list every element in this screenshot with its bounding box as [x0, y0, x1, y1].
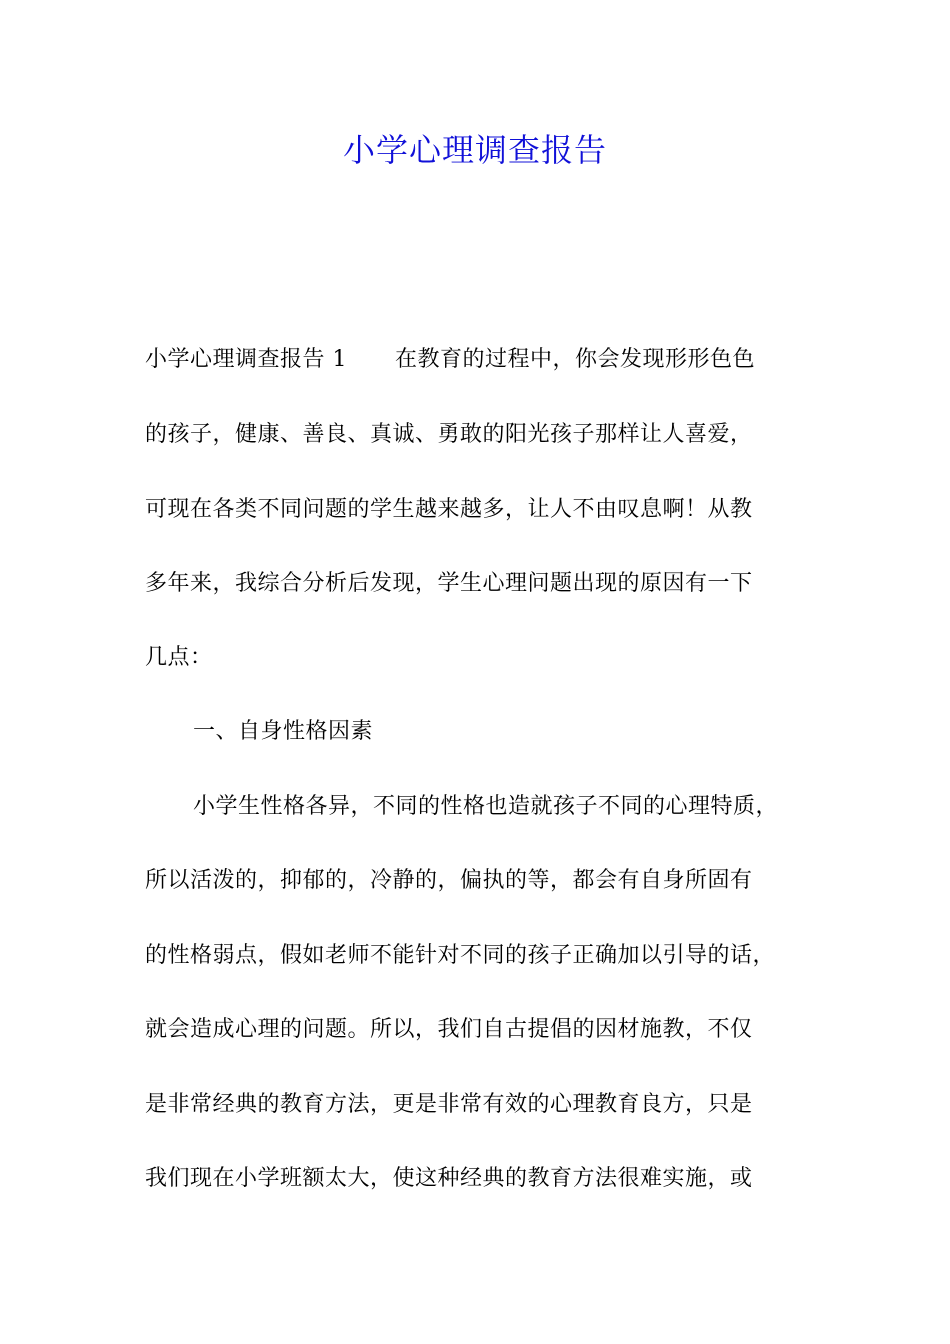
section-heading: 一、自身性格因素: [193, 719, 374, 744]
paragraph-line-10: 就会造成心理的问题。所以，我们自古提倡的因材施教，不仅: [145, 1017, 753, 1042]
paragraph-line-12: 我们现在小学班额太大，使这种经典的教育方法很难实施，或: [145, 1166, 753, 1191]
document-title: 小学心理调查报告: [342, 131, 607, 169]
paragraph-line-7: 小学生性格各异，不同的性格也造就孩子不同的心理特质，: [193, 794, 779, 819]
paragraph-line-9: 的性格弱点，假如老师不能针对不同的孩子正确加以引导的话，: [145, 943, 776, 968]
paragraph-line-4: 多年来，我综合分析后发现，学生心理问题出现的原因有一下: [145, 571, 753, 596]
paragraph-line-11: 是非常经典的教育方法，更是非常有效的心理教育良方，只是: [145, 1092, 753, 1117]
paragraph-line-2: 的孩子，健康、善良、真诚、勇敢的阳光孩子那样让人喜爱，: [145, 422, 753, 447]
paragraph-line-3: 可现在各类不同问题的学生越来越多，让人不由叹息啊！从教: [145, 497, 753, 522]
report-label: 小学心理调查报告 1: [145, 347, 347, 372]
paragraph-line-1: [145, 342, 755, 378]
paragraph-line-5: 几点：: [145, 645, 213, 670]
paragraph-line-8: 所以活泼的，抑郁的，冷静的，偏执的等，都会有自身所固有: [145, 868, 753, 893]
line-text: 在教育的过程中，你会发现形形色色: [395, 347, 756, 372]
